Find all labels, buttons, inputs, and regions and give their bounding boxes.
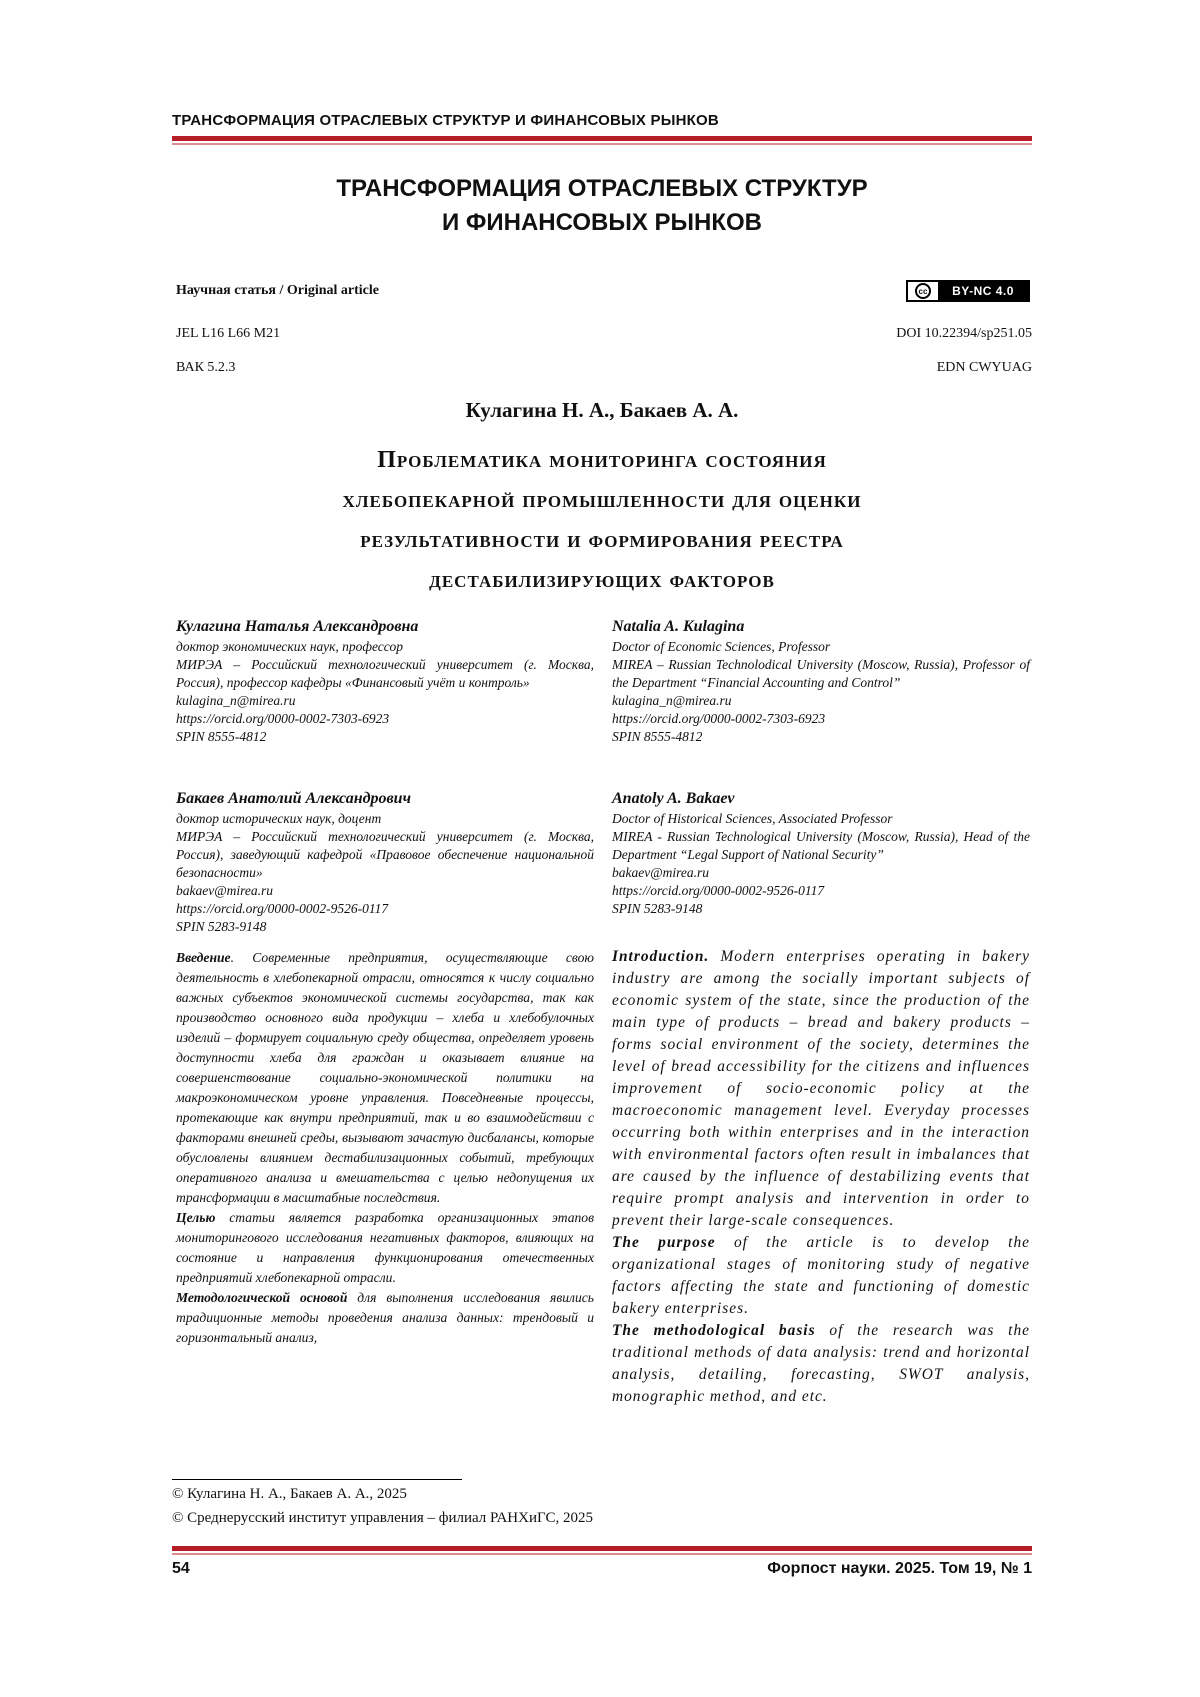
page-number: 54: [172, 1560, 190, 1577]
author-spin: SPIN 8555-4812: [612, 729, 703, 744]
author-spin: SPIN 8555-4812: [176, 729, 267, 744]
article-type: Научная статья / Original article: [176, 283, 379, 298]
article-title-line: хлебопекарной промышленности для оценки: [342, 487, 862, 513]
journal-info: Форпост науки. 2025. Том 19, № 1: [767, 1560, 1032, 1577]
article-title-line: результативности и формирования реестра: [360, 527, 844, 553]
author-orcid[interactable]: https://orcid.org/0000-0002-7303-6923: [176, 711, 390, 726]
author-spin: SPIN 5283-9148: [612, 901, 703, 916]
abstract-text: Modern enterprises operating in bakery industry are among the socially important subjects of economic system of the state, since the production of the main type of products – bread and bakery products – forms social environment of the society, determines the level of bread accessibility for the citizens and influences improvement of socio-economic policy at the macroeconomic management level. Everyday processes occurring both within enterprises and in the interaction with environmental factors often result in imbalances that are caused by the influence of destabilizing events that require prompt analysis and intervention in order to prevent their large-scale consequences.: [612, 948, 1030, 1229]
vak-code: ВАК 5.2.3: [176, 360, 236, 375]
section-title-line: И ФИНАНСОВЫХ РЫНКОВ: [441, 209, 763, 236]
abstract-text: of the research was the traditional methods of data analysis: trend and horizontal analysis, detailing, forecasting, SWOT analysis, monographic method, and etc.: [612, 1322, 1030, 1405]
author-affiliation: МИРЭА – Российский технологический университет (г. Москва, Россия), профессор кафедры «Финансовый учёт и контроль»: [176, 657, 594, 690]
author-name: Бакаев Анатолий Александрович: [176, 790, 411, 807]
authors-line: Кулагина Н. А., Бакаев А. А.: [465, 398, 739, 422]
author-affiliation: MIREA – Russian Technolodical University (Moscow, Russia), Professor of the Department “Financial Accounting and Control”: [612, 657, 1030, 690]
edn: EDN CWYUAG: [936, 360, 1032, 375]
abstract-paragraph: [612, 946, 1030, 1232]
abstract-lead: The purpose: [612, 1234, 716, 1251]
abstract-lead: Целью: [176, 1210, 216, 1225]
section-title-line: ТРАНСФОРМАЦИЯ ОТРАСЛЕВЫХ СТРУКТУР: [336, 175, 868, 202]
author-card-ru: [176, 788, 594, 936]
abstract-lead: Методологической основой: [176, 1290, 348, 1305]
abstract-lead: Introduction.: [612, 948, 710, 965]
running-header: ТРАНСФОРМАЦИЯ ОТРАСЛЕВЫХ СТРУКТУР И ФИНАНСОВЫХ РЫНКОВ: [172, 112, 719, 129]
author-degree: доктор исторических наук, доцент: [176, 811, 382, 826]
author-email[interactable]: bakaev@mirea.ru: [176, 883, 274, 898]
abstract-paragraph: [176, 1208, 594, 1288]
author-name: Natalia A. Kulagina: [612, 618, 745, 635]
author-orcid[interactable]: https://orcid.org/0000-0002-9526-0117: [612, 883, 825, 898]
article-title-line: Проблематика мониторинга состояния: [377, 447, 827, 473]
abstract-text: . Современные предприятия, осуществляющие свою деятельность в хлебопекарной отрасли, относятся к числу социально важных субъектов экономической системы государства, так как производство основного вида продукции – хлеба и хлебобулочных изделий – формирует социальную среду общества, определяет уровень доступности хлеба для граждан и оказывает влияние на совершенствование социально-экономической политики на макроэкономическом уровне управления. Повседневные процессы, протекающие как внутри предприятий, так и во взаимодействии с факторами внешней среды, вызывают зачастую дисбалансы, которые обусловлены влиянием дестабилизационных событий, требующих оперативного анализа и вмешательства с целью недопущения их трансформации в масштабные последствия.: [176, 950, 594, 1205]
copyright-institute: © Среднерусский институт управления – филиал РАНХиГС, 2025: [172, 1510, 593, 1526]
author-card-ru: [176, 616, 594, 746]
license-label: BY-NC 4.0: [952, 284, 1014, 298]
doi[interactable]: DOI 10.22394/sp251.05: [896, 326, 1032, 341]
abstract-paragraph: [612, 1320, 1030, 1408]
abstract-text: для выполнения исследования явились традиционные методы проведения анализа данных: трендовый и горизонтальный анализ,: [176, 1290, 594, 1345]
author-affiliation: МИРЭА – Российский технологический университет (г. Москва, Россия), заведующий кафедрой «Правовое обеспечение национальной безопасности»: [176, 829, 594, 880]
author-card-en: [612, 616, 1030, 746]
author-name: Кулагина Наталья Александровна: [176, 618, 419, 635]
author-orcid[interactable]: https://orcid.org/0000-0002-7303-6923: [612, 711, 826, 726]
section-title: [172, 172, 1032, 240]
copyright-authors: © Кулагина Н. А., Бакаев А. А., 2025: [172, 1486, 407, 1502]
license-badge[interactable]: [906, 280, 1030, 302]
abstract-paragraph: [176, 1288, 594, 1348]
footnote-divider: [172, 1479, 462, 1480]
jel-codes: JEL L16 L66 M21: [176, 326, 281, 341]
author-degree: Doctor of Historical Sciences, Associated Professor: [612, 811, 893, 826]
author-orcid[interactable]: https://orcid.org/0000-0002-9526-0117: [176, 901, 389, 916]
author-email[interactable]: kulagina_n@mirea.ru: [612, 693, 732, 708]
abstract-text: статьи является разработка организационных этапов мониторингового исследования негативных факторов, влияющих на состояние и направления функционирования отечественных предприятий хлебопекарной отрасли.: [176, 1210, 594, 1285]
abstract-en: [612, 946, 1030, 1408]
footer-rule: [172, 1546, 1032, 1551]
footer-rule-thin: [172, 1553, 1032, 1555]
author-name: Anatoly A. Bakaev: [612, 790, 735, 807]
author-degree: Doctor of Economic Sciences, Professor: [612, 639, 831, 654]
header-rule-thin: [172, 143, 1032, 145]
cc-circle-icon: cc: [915, 283, 931, 299]
author-card-en: [612, 788, 1030, 918]
author-email[interactable]: bakaev@mirea.ru: [612, 865, 710, 880]
article-title-line: дестабилизирующих факторов: [429, 567, 775, 593]
author-spin: SPIN 5283-9148: [176, 919, 267, 934]
abstract-ru: [176, 948, 594, 1348]
author-affiliation: MIREA - Russian Technological University (Moscow, Russia), Head of the Department “Legal Support of National Security”: [612, 829, 1030, 862]
author-email[interactable]: kulagina_n@mirea.ru: [176, 693, 296, 708]
author-degree: доктор экономических наук, профессор: [176, 639, 403, 654]
abstract-paragraph: [612, 1232, 1030, 1320]
cc-logo-icon: [908, 282, 938, 300]
abstract-lead: Введение: [176, 950, 231, 965]
abstract-text: of the article is to develop the organizational stages of monitoring study of negative factors affecting the state and functioning of domestic bakery enterprises.: [612, 1234, 1030, 1317]
article-title: [172, 440, 1032, 600]
abstract-lead: The methodological basis: [612, 1322, 816, 1339]
abstract-paragraph: [176, 948, 594, 1208]
header-rule: [172, 136, 1032, 141]
